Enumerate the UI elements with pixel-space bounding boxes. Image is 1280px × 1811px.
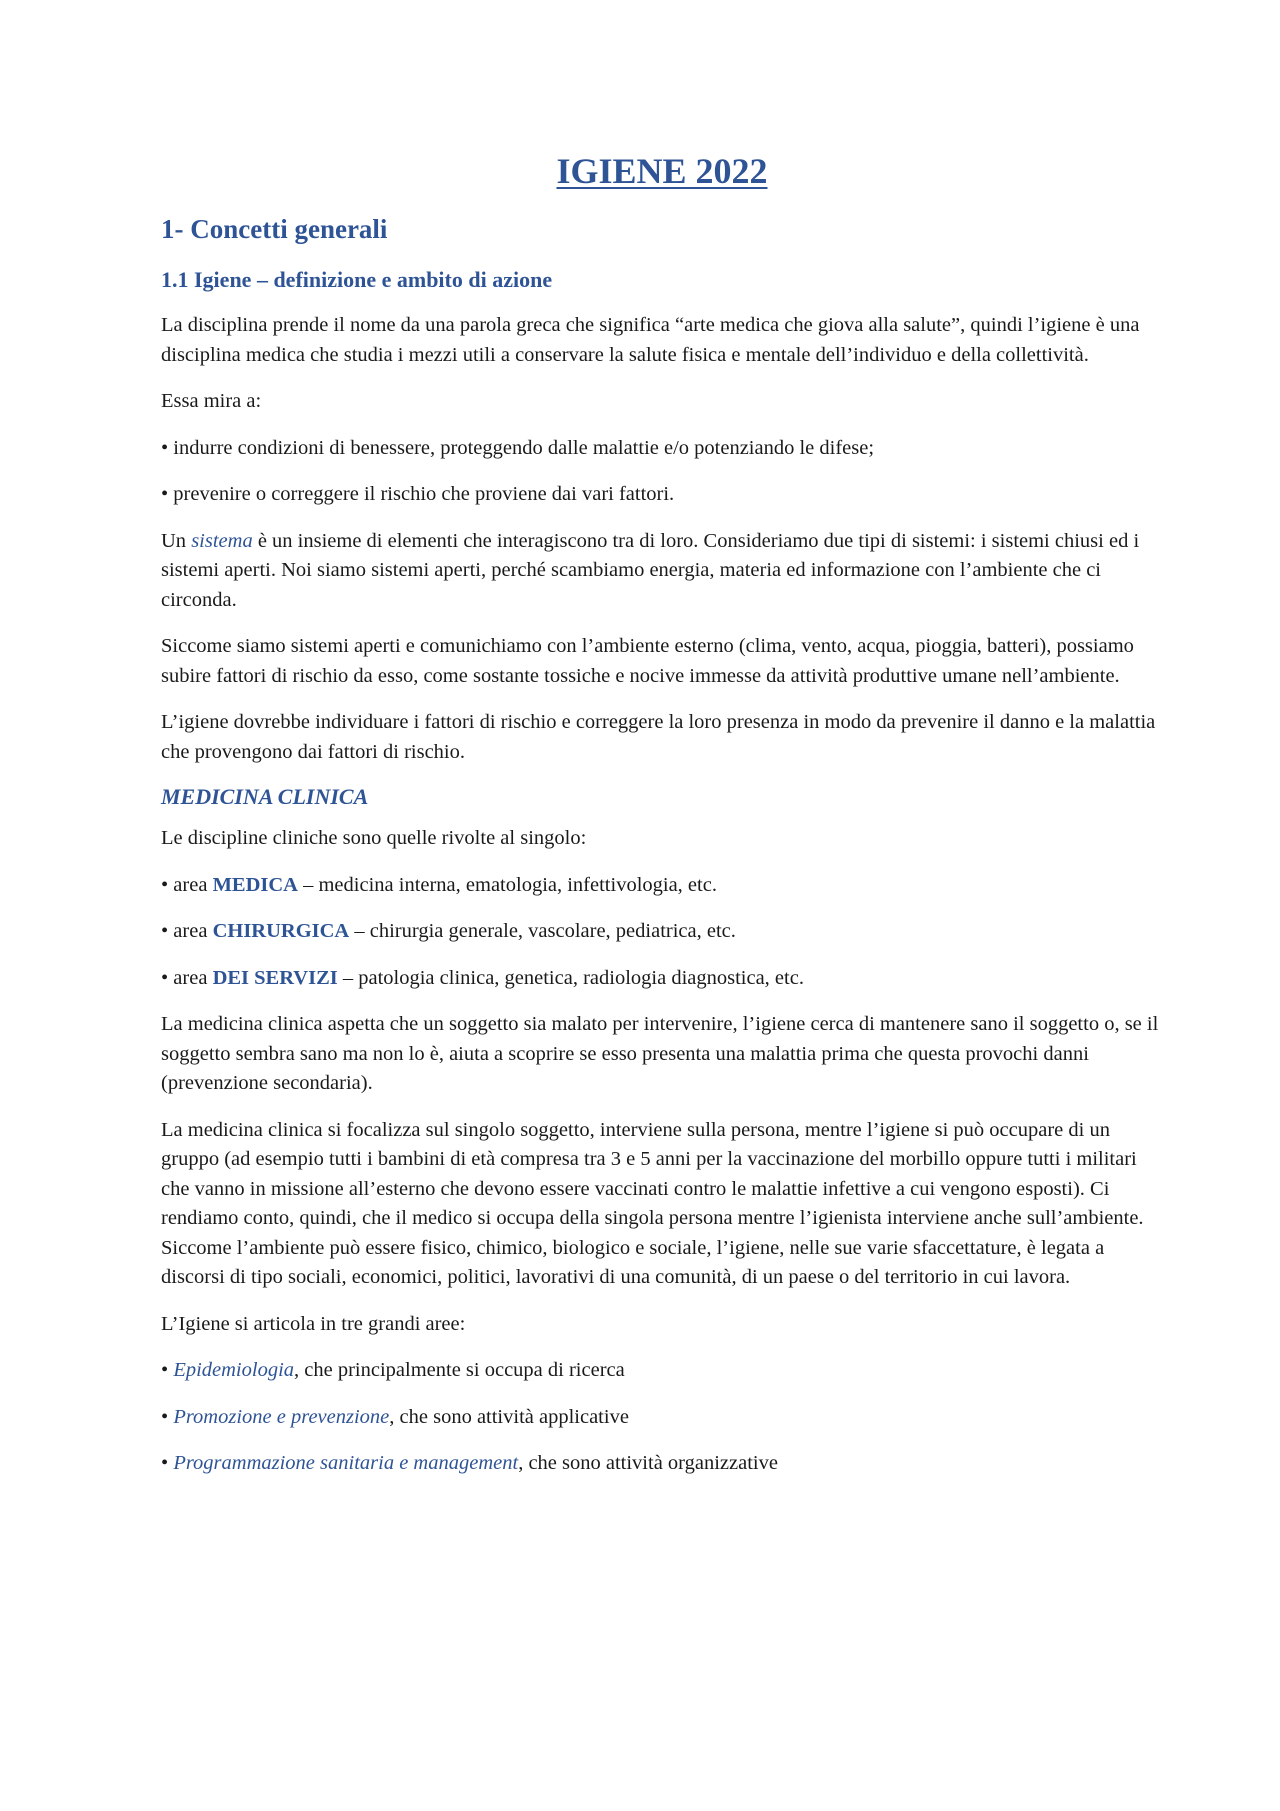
- area-name: DEI SERVIZI: [212, 966, 338, 989]
- area-prefix: • area: [161, 966, 213, 989]
- document-title: IGIENE 2022: [556, 151, 768, 191]
- clinical-area-item: [161, 917, 1163, 947]
- paragraph-clinical-vs-hygiene: La medicina clinica aspetta che un soggetto sia malato per intervenire, l’igiene cerca di mantenere sano il soggetto o, se il soggetto sembra sano ma non lo è, aiuta a scoprire se esso presenta una malattia prima che questa provochi danni (prevenzione secondaria).: [161, 1013, 1159, 1094]
- chapter-heading: 1- Concetti generali: [161, 214, 388, 244]
- area-description: – medicina interna, ematologia, infettivologia, etc.: [297, 873, 717, 896]
- area-name: CHIRURGICA: [212, 920, 350, 942]
- hygiene-area-description: , che sono attività applicative: [389, 1405, 629, 1428]
- bullet: •: [161, 1452, 174, 1474]
- paragraph-risk-factors: L’igiene dovrebbe individuare i fattori di rischio e correggere la loro presenza in modo da prevenire il danno e la malattia che provengono dai fattori di rischio.: [161, 711, 1156, 763]
- bullet: •: [161, 1359, 174, 1381]
- hygiene-area-description: , che principalmente si occupa di ricerca: [294, 1359, 625, 1381]
- clinical-area-item: [161, 871, 1163, 901]
- clinical-area-item: [161, 964, 1163, 994]
- hygiene-area-term: Epidemiologia: [173, 1359, 295, 1381]
- area-prefix: • area: [161, 873, 213, 896]
- aim-bullet-2: • prevenire o correggere il rischio che proviene dai vari fattori.: [161, 483, 675, 505]
- system-prefix: Un: [161, 529, 192, 552]
- aim-bullet-1: • indurre condizioni di benessere, proteggendo dalle malattie e/o potenziando le difese;: [161, 436, 875, 459]
- paragraph-hygiene-groups: La medicina clinica si focalizza sul singolo soggetto, interviene sulla persona, mentre l’igiene si può occupare di un gruppo (ad esempio tutti i bambini di età compresa tra 3 e 5 anni per la vaccinazione del morbillo oppure tutti i militari che vanno in missione all’esterno che devono essere vaccinati contro le malattie infettive a cui vengono esposti). Ci rendiamo conto, quindi, che il medico si occupa della singola persona mentre l’igienista interviene anche sull’ambiente. Siccome l’ambiente può essere fisico, chimico, biologico e sociale, l’igiene, nelle sue varie sfaccettature, è legata a discorsi di tipo sociali, economici, politici, lavorativi di una comunità, di un paese o del territorio in cui lavora.: [161, 1118, 1144, 1288]
- hygiene-area-item: [161, 1449, 1163, 1479]
- paragraph-definition: La disciplina prende il nome da una parola greca che significa “arte medica che giova alla salute”, quindi l’igiene è una disciplina medica che studia i mezzi utili a conservare la salute fisica e mentale dell’individuo e della collettività.: [161, 314, 1140, 366]
- area-name: MEDICA: [212, 873, 298, 896]
- hygiene-area-term: Promozione e prevenzione: [173, 1405, 390, 1428]
- paragraph-clinical-intro: Le discipline cliniche sono quelle rivolte al singolo:: [161, 827, 587, 849]
- clinical-medicine-heading: MEDICINA CLINICA: [161, 784, 369, 809]
- paragraph-system: [161, 527, 1163, 616]
- hygiene-area-description: , che sono attività organizzative: [518, 1452, 778, 1474]
- system-term: sistema: [191, 529, 253, 552]
- area-description: – patologia clinica, genetica, radiologia diagnostica, etc.: [337, 966, 804, 989]
- paragraph-hygiene-areas-intro: L’Igiene si articola in tre grandi aree:: [161, 1312, 466, 1335]
- section-heading: 1.1 Igiene – definizione e ambito di azione: [161, 267, 553, 292]
- system-text: è un insieme di elementi che interagiscono tra di loro. Consideriamo due tipi di sistemi: i sistemi chiusi ed i sistemi aperti. Noi siamo sistemi aperti, perché scambiamo energia, materia ed informazione con l’ambiente che ci circonda.: [161, 529, 1140, 611]
- paragraph-aims-intro: Essa mira a:: [161, 390, 262, 412]
- hygiene-area-item: [161, 1356, 1163, 1386]
- area-prefix: • area: [161, 920, 213, 942]
- bullet: •: [161, 1405, 174, 1428]
- hygiene-area-item: [161, 1403, 1163, 1433]
- paragraph-open-systems: Siccome siamo sistemi aperti e comunichiamo con l’ambiente esterno (clima, vento, acqua, pioggia, batteri), possiamo subire fattori di rischio da esso, come sostante tossiche e nocive immesse da attività produttive umane nell’ambiente.: [161, 635, 1134, 687]
- area-description: – chirurgia generale, vascolare, pediatrica, etc.: [349, 920, 736, 942]
- hygiene-area-term: Programmazione sanitaria e management: [173, 1452, 519, 1474]
